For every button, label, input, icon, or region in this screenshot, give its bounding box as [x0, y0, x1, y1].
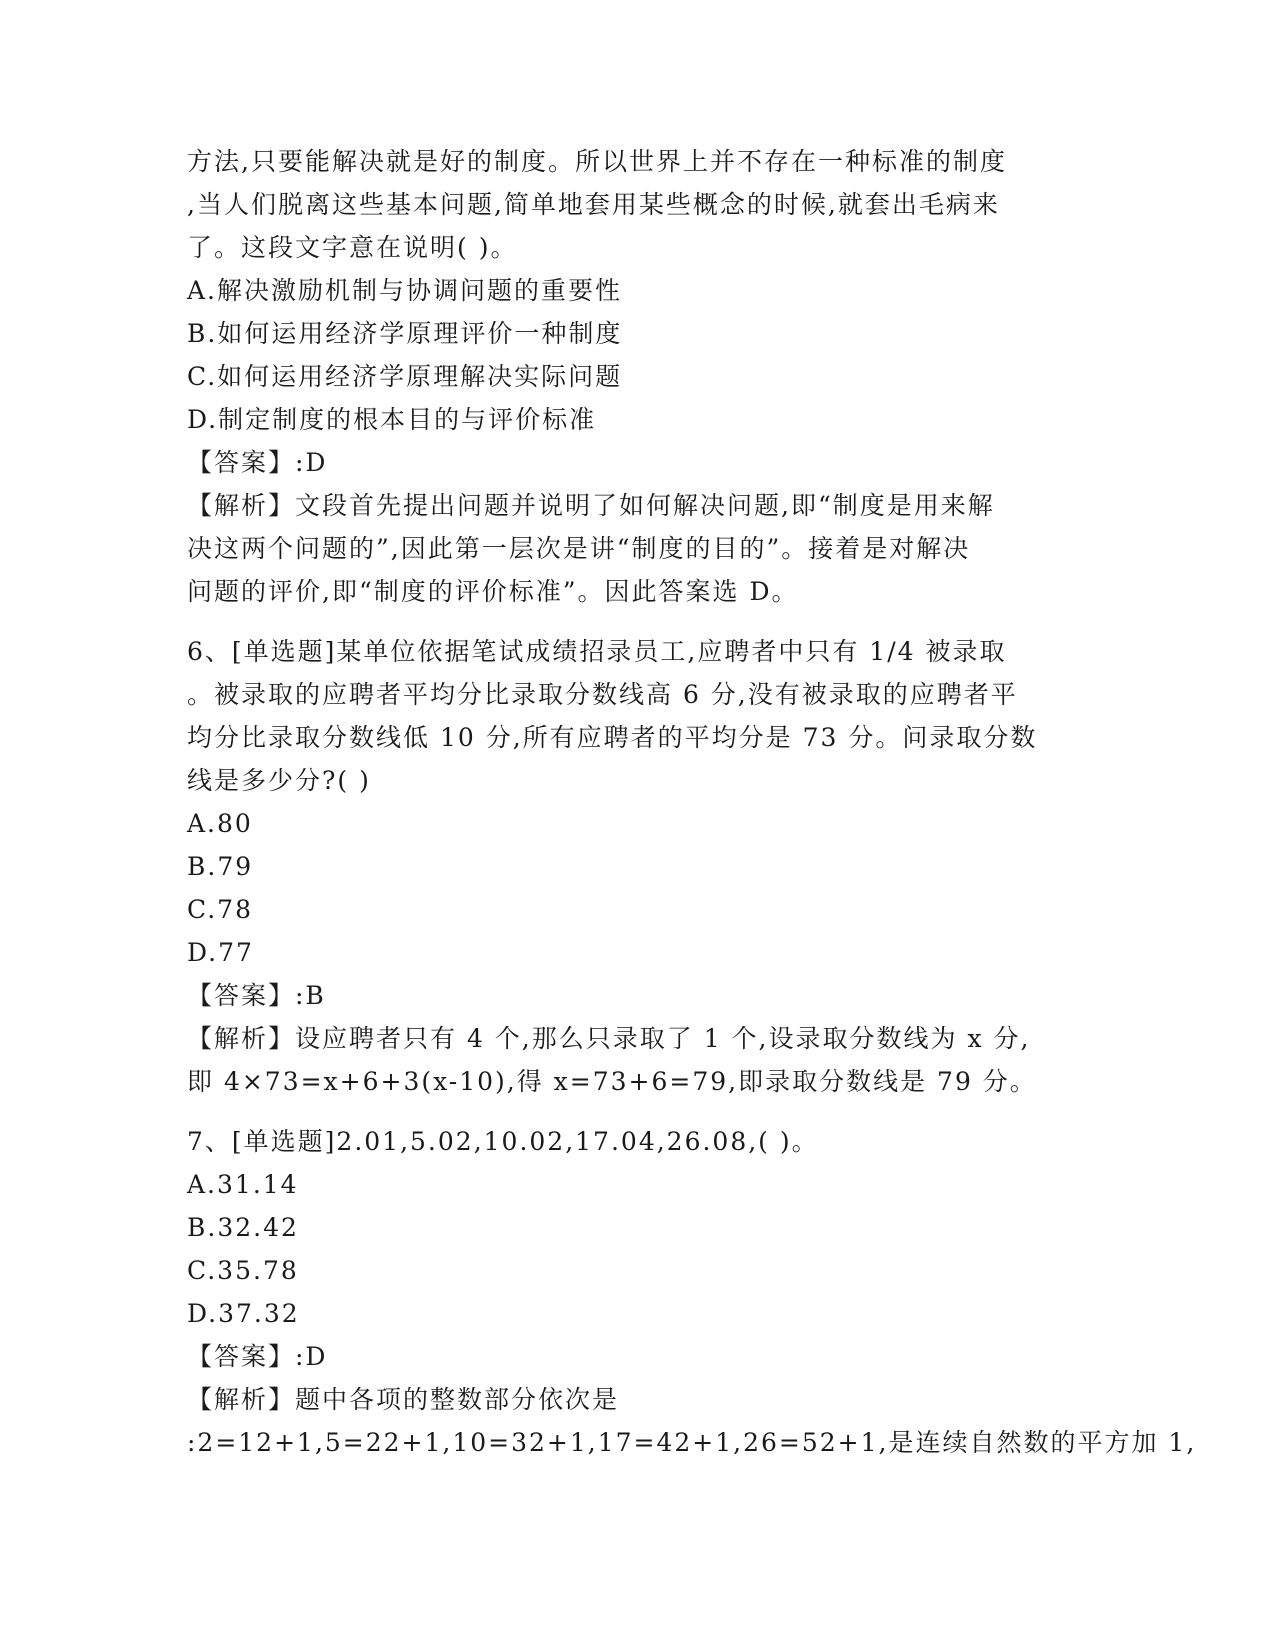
analysis-line: 决这两个问题的”,因此第一层次是讲“制度的目的”。接着是对解决 — [187, 534, 971, 563]
option-a: A.解决激励机制与协调问题的重要性 — [187, 276, 623, 305]
option-c: C.35.78 — [187, 1256, 299, 1285]
question-stem-line: 均分比录取分数线低 10 分,所有应聘者的平均分是 73 分。问录取分数 — [187, 723, 1038, 752]
option-b: B.79 — [187, 852, 254, 881]
question-stem-line: 方法,只要能解决就是好的制度。所以世界上并不存在一种标准的制度 — [187, 147, 1007, 176]
answer-line: 【答案】:D — [187, 448, 328, 477]
option-d: D.37.32 — [187, 1299, 300, 1328]
answer-line: 【答案】:B — [187, 981, 326, 1010]
option-d: D.制定制度的根本目的与评价标准 — [187, 405, 597, 434]
analysis-line: 【解析】设应聘者只有 4 个,那么只录取了 1 个,设录取分数线为 x 分, — [187, 1024, 1031, 1053]
option-d: D.77 — [187, 938, 254, 967]
question-stem-line: 线是多少分?( ) — [187, 766, 371, 795]
question-7 — [187, 1120, 1197, 1464]
document-page — [187, 140, 1197, 1464]
option-b: B.如何运用经济学原理评价一种制度 — [187, 319, 623, 348]
analysis-line: 【解析】文段首先提出问题并说明了如何解决问题,即“制度是用来解 — [187, 491, 995, 520]
question-stem-line: 7、[单选题]2.01,5.02,10.02,17.04,26.08,( )。 — [187, 1127, 819, 1156]
option-a: A.80 — [187, 809, 253, 838]
option-c: C.如何运用经济学原理解决实际问题 — [187, 362, 623, 391]
option-c: C.78 — [187, 895, 253, 924]
question-6 — [187, 630, 1087, 1103]
answer-line: 【答案】:D — [187, 1342, 328, 1371]
question-stem-line: 6、[单选题]某单位依据笔试成绩招录员工,应聘者中只有 1/4 被录取 — [187, 637, 1007, 666]
question-stem-line: 。被录取的应聘者平均分比录取分数线高 6 分,没有被录取的应聘者平 — [187, 680, 1018, 709]
question-5-continued — [187, 140, 1087, 613]
option-b: B.32.42 — [187, 1213, 299, 1242]
question-stem-line: ,当人们脱离这些基本问题,简单地套用某些概念的时候,就套出毛病来 — [187, 190, 1000, 219]
analysis-line: 即 4×73=x+6+3(x-10),得 x=73+6=79,即录取分数线是 79 分。 — [187, 1067, 1037, 1096]
option-a: A.31.14 — [187, 1170, 299, 1199]
question-stem-line: 了。这段文字意在说明( )。 — [187, 233, 518, 262]
analysis-line: 【解析】题中各项的整数部分依次是 — [187, 1385, 620, 1414]
analysis-line: :2=12+1,5=22+1,10=32+1,17=42+1,26=52+1,是连续自然数的平方加 1, — [187, 1428, 1197, 1457]
analysis-line: 问题的评价,即“制度的评价标准”。因此答案选 D。 — [187, 577, 799, 606]
